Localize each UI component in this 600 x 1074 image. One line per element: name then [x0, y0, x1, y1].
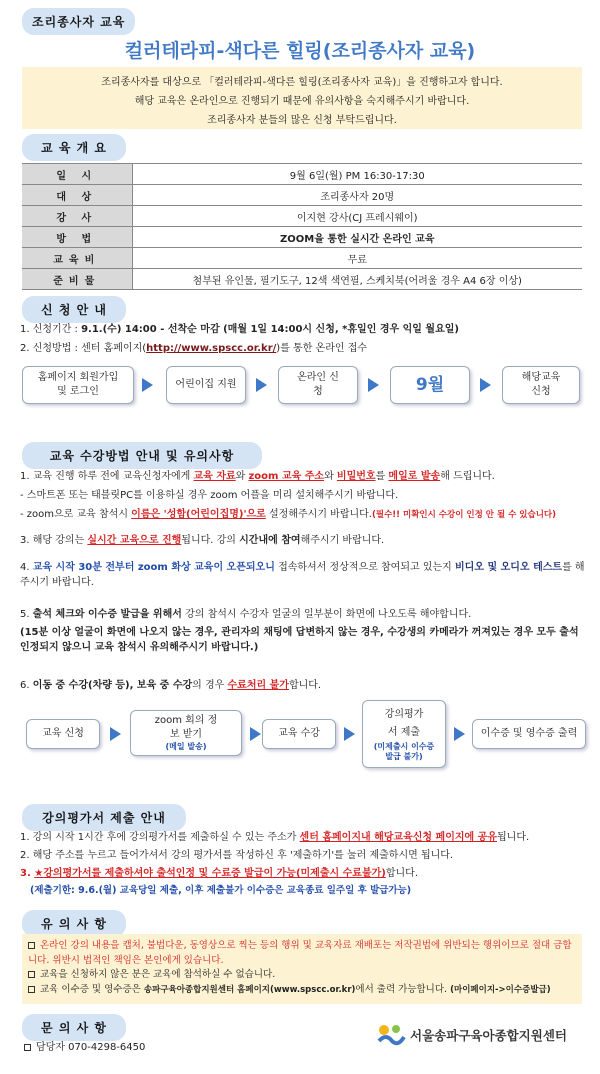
method-item-5-detail: (15분 이상 얼굴이 화면에 나오지 않는 경우, 관리자의 채팅에 답변하지 않는 경우, 수강생의 카메라가 꺼져있는 경우 모두 출석 인정되지 않으니 교육 참석시 유의해주시기 바랍니다.) [20, 627, 579, 653]
text: 와 [324, 471, 337, 482]
method-heading: 교육 수강방법 안내 및 유의사항 [22, 442, 262, 469]
intro-box [22, 67, 582, 129]
table-row [22, 185, 582, 206]
row-key: 대 상 [22, 185, 132, 206]
text: 를 해주시기 바랍니다. [20, 562, 585, 588]
arrow-right-icon [454, 727, 465, 741]
contact-phone: 담당자 070-4298-6450 [36, 1042, 146, 1053]
text: 교육 이수증 및 영수증은 [40, 983, 144, 995]
flow-step-zoom-info [130, 710, 242, 756]
flow-step-online [278, 366, 358, 404]
note-item [28, 939, 576, 968]
text: 이름은 '성함(어린이집명)'으로 [131, 509, 266, 520]
text: 수료처리 불가 [227, 680, 289, 691]
table-row [22, 227, 582, 248]
text: 비밀번호 [336, 471, 376, 482]
text: 3. 해당 강의는 [20, 535, 88, 546]
table-row [22, 206, 582, 227]
org-logo [376, 1021, 586, 1049]
note-item [28, 983, 576, 998]
apply-heading: 신 청 안 내 [22, 296, 126, 323]
row-value: 조리종사자 20명 [132, 185, 582, 206]
arrow-right-icon [256, 378, 267, 392]
flow-step-survey [362, 700, 446, 768]
text: - zoom으로 교육 참석시 [20, 509, 132, 520]
text: 1. 강의 시작 1시간 후에 강의평가서를 제출하실 수 있는 주소가 [20, 832, 300, 843]
method-item-5 [20, 607, 590, 622]
homepage-link[interactable]: http://www.spscc.or.kr/ [146, 343, 277, 354]
checkbox-icon [28, 942, 35, 949]
flow-step-label: zoom 회의 정보 받기 [154, 715, 218, 740]
checkbox-icon [28, 986, 35, 993]
row-value: ZOOM을 통한 실시간 온라인 교육 [132, 227, 582, 248]
intro-line: 조리종사자 분들의 많은 신청 부탁드립니다. [207, 115, 397, 126]
flow-step-daycare [166, 366, 246, 404]
text: 메일로 발송 [388, 471, 441, 482]
header-tag: 조리종사자 교육 [22, 8, 135, 35]
period-value: 9.1.(수) 14:00 - 선착순 마감 (매월 1일 14:00시 신청, *휴일인 경우 익일 월요일) [81, 324, 459, 335]
page-title: 컬러테라피-색다른 힐링(조리종사자 교육) [124, 40, 476, 62]
row-key: 준비물 [22, 269, 132, 290]
text: (필수!! 미확인시 수강이 인정 안 될 수 있습니다) [371, 510, 557, 520]
text: 5. [20, 609, 33, 620]
text: 를 [375, 471, 389, 482]
text: 온라인 강의 내용을 캡처, 불법다운, 동영상으로 찍는 등의 행위 및 교육자료 재배포는 저작권법에 위반되는 행위이므로 절대 금합니다. 위반시 법적인 책임은 본인에게 있습니다. [28, 940, 572, 966]
flow-step-label: 홈페이지 회원가입 및 로그인 [37, 372, 119, 397]
text: 교육을 신청하지 않은 분은 교육에 참석하실 수 없습니다. [40, 969, 276, 980]
notes-box [22, 934, 582, 1004]
flow-step-month [390, 366, 470, 404]
flow-step-label: 이수증 및 영수증 출력 [480, 728, 578, 739]
row-key: 방 법 [22, 227, 132, 248]
flow-step-label: 교육 신청 [42, 728, 84, 739]
survey-item-3 [20, 866, 590, 881]
text: 됩니다. [497, 832, 530, 843]
arrow-right-icon [142, 378, 153, 392]
text: 4. [20, 562, 33, 573]
checkbox-icon [28, 971, 35, 978]
arrow-right-icon [344, 727, 355, 741]
text: 3. [20, 868, 35, 879]
flow-step-course [502, 366, 580, 404]
arrow-right-icon [250, 727, 261, 741]
text: 와 [235, 471, 249, 482]
text: (마이페이지->이수증발급) [450, 984, 551, 995]
checkbox-icon [24, 1044, 31, 1051]
text: 설정해주시기 바랍니다. [265, 509, 372, 520]
text: 시간내에 참여 [239, 535, 301, 546]
method-label: 2. 신청방법 : 센터 홈페이지( [20, 343, 147, 354]
flow-step-label: 9월 [415, 375, 445, 395]
method-item-1 [20, 469, 590, 484]
method-suffix: )를 통한 온라인 접수 [276, 343, 368, 354]
text: 의 경우 [192, 680, 228, 691]
flow-step-label: 어린이집 지원 [175, 379, 237, 390]
text: 송파구육아종합지원센터 홈페이지(www.spscc.or.kr) [143, 984, 356, 995]
apply-period [20, 322, 590, 337]
row-key: 교육비 [22, 248, 132, 269]
intro-line: 해당 교육은 온라인으로 진행되기 때문에 유의사항을 숙지해주시기 바랍니다. [134, 96, 470, 107]
text: 해 드립니다. [440, 471, 495, 482]
org-logo-icon [376, 1021, 406, 1049]
text: 강의 참석시 수강자 얼굴의 일부분이 화면에 나오도록 해야합니다. [181, 609, 472, 620]
apply-method [20, 341, 590, 356]
row-value: 9월 6일(월) PM 16:30-17:30 [132, 164, 582, 185]
method-item-6 [20, 678, 590, 693]
arrow-right-icon [110, 727, 121, 741]
method-item-4 [20, 560, 590, 590]
text: 1. 교육 진행 하루 전에 교육신청자에게 [20, 471, 194, 482]
method-item-1-sub: - 스마트폰 또는 태블릿PC를 이용하실 경우 zoom 어플을 미리 설치해주시기 바랍니다. [20, 490, 399, 501]
flow-step-certificate [472, 719, 586, 749]
survey-item-1 [20, 830, 590, 845]
flow-step-attend [262, 719, 336, 749]
notes-heading: 유 의 사 항 [22, 910, 126, 937]
arrow-right-icon [368, 378, 379, 392]
flow-step-note: (메일 발송) [165, 742, 207, 751]
flow-step-label: 교육 수강 [278, 728, 320, 739]
arrow-right-icon [480, 378, 491, 392]
text: 이동 중 수강(차량 등), 보육 중 수강 [32, 680, 193, 691]
text: 접속하셔서 정상적으로 참여되고 있는지 [274, 562, 456, 573]
text: 교육 시작 30분 전부터 zoom 화상 교육이 오픈되오니 [32, 562, 275, 573]
flow-step-note: (미제출시 이수증 발급 불가) [373, 742, 435, 761]
text: 비디오 및 오디오 테스트 [455, 562, 563, 573]
text: 실시간 교육으로 진행 [87, 535, 182, 546]
text: 합니다. [385, 868, 419, 879]
survey-item-2: 2. 해당 주소를 누르고 들어가셔서 강의 평가서를 작성하신 후 '제출하기'를 눌러 제출하시면 됩니다. [20, 850, 454, 861]
flow-step-login [22, 366, 134, 404]
row-value: 무료 [132, 248, 582, 269]
survey-heading: 강의평가서 제출 안내 [22, 804, 186, 831]
text: 합니다. [288, 680, 322, 691]
org-name: 서울송파구육아종합지원센터 [410, 1028, 567, 1043]
note-item [28, 968, 576, 983]
flow-step-label: 강의평가서 제출 [384, 709, 424, 738]
text: 해주시기 바랍니다. [300, 535, 385, 546]
method-item-3 [20, 533, 590, 548]
contact-heading: 문 의 사 항 [22, 1014, 126, 1041]
row-key: 강 사 [22, 206, 132, 227]
text: ★강의평가서를 제출하셔야 출석인정 및 수료증 발급이 가능(미제출시 수료불가) [34, 868, 386, 879]
intro-line: 조리종사자를 대상으로 「컬러테라피-색다른 힐링(조리종사자 교육)」을 진행하고자 합니다. [101, 77, 503, 88]
text: 센터 홈페이지내 해당교육신청 페이지에 공유 [299, 832, 497, 843]
text: 됩니다. 강의 [181, 535, 240, 546]
period-label: 1. 신청기간 : [20, 324, 82, 335]
row-value: 이지현 강사(CJ 프레시웨이) [132, 206, 582, 227]
table-row [22, 269, 582, 290]
overview-table [22, 163, 582, 290]
survey-deadline: (제출기한: 9.6.(월) 교육당일 제출, 이후 제출불가 이수증은 교육종료 일주일 후 발급가능) [30, 885, 412, 896]
text: zoom 교육 주소 [248, 471, 325, 482]
overview-heading: 교 육 개 요 [22, 134, 126, 161]
flow-step-label: 온라인 신청 [297, 372, 339, 397]
text: 에서 출력 가능합니다. [355, 983, 451, 995]
flow-step-label: 해당교육 신청 [521, 372, 561, 397]
row-key: 일 시 [22, 164, 132, 185]
table-row [22, 164, 582, 185]
row-value: 첨부된 유인물, 필기도구, 12색 색연필, 스케치북(어려울 경우 A4 6장 이상) [132, 269, 582, 290]
text: 6. [20, 680, 33, 691]
flow-step-apply [26, 719, 100, 749]
text: 출석 체크와 이수증 발급을 위해서 [32, 609, 182, 620]
text: 교육 자료 [193, 471, 236, 482]
table-row [22, 248, 582, 269]
method-item-1-sub [20, 507, 590, 523]
